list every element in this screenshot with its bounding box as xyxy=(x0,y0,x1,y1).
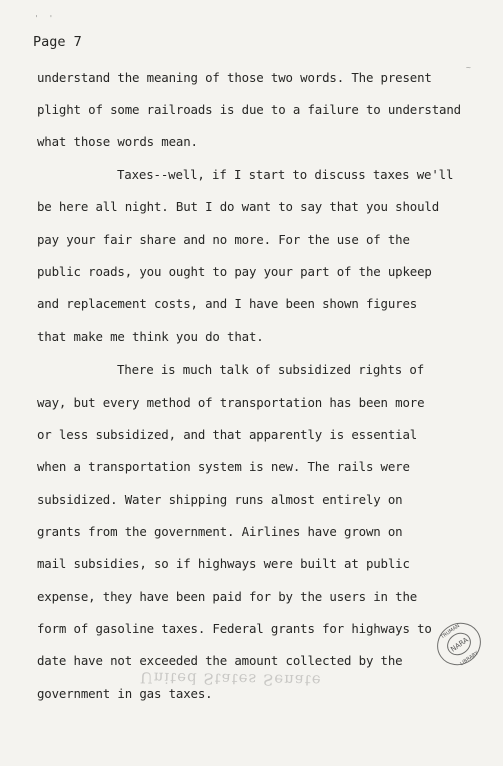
svg-text:TRUMAN: TRUMAN xyxy=(439,623,461,641)
text-line: There is much talk of subsidized rights of xyxy=(117,362,425,377)
text-line: date have not exceeded the amount collected by the xyxy=(37,653,403,668)
text-line: and replacement costs, and I have been shown figures xyxy=(37,296,418,311)
text-line: be here all night. But I do want to say that you should xyxy=(37,199,440,214)
svg-text:LIBRARY: LIBRARY xyxy=(459,650,480,668)
text-line: Taxes--well, if I start to discuss taxes we'll xyxy=(117,167,454,182)
text-line: grants from the government. Airlines have grown on xyxy=(37,524,403,539)
corner-mark-right: ~ xyxy=(466,63,471,72)
text-line: pay your fair share and no more. For the use of the xyxy=(37,232,410,247)
svg-text:NARA: NARA xyxy=(449,635,470,654)
page-number: Page 7 xyxy=(33,34,82,50)
text-line: mail subsidies, so if highways were built at public xyxy=(37,556,410,571)
text-line: expense, they have been paid for by the users in the xyxy=(37,589,418,604)
text-line: public roads, you ought to pay your part of the upkeep xyxy=(37,264,432,279)
text-line: that make me think you do that. xyxy=(37,329,264,344)
letterhead-watermark: United States Senate xyxy=(139,668,322,690)
text-line: government in gas taxes. xyxy=(37,686,213,701)
library-stamp xyxy=(433,618,485,670)
corner-mark: ' ' xyxy=(34,14,54,23)
text-line: form of gasoline taxes. Federal grants for highways to xyxy=(37,621,432,636)
text-line: plight of some railroads is due to a failure to understand xyxy=(37,102,461,117)
text-line: what those words mean. xyxy=(37,134,198,149)
text-line: way, but every method of transportation has been more xyxy=(37,395,425,410)
text-line: subsidized. Water shipping runs almost entirely on xyxy=(37,492,403,507)
text-line: when a transportation system is new. The rails were xyxy=(37,459,410,474)
text-line: or less subsidized, and that apparently is essential xyxy=(37,427,418,442)
text-line: understand the meaning of those two words. The present xyxy=(37,70,432,85)
